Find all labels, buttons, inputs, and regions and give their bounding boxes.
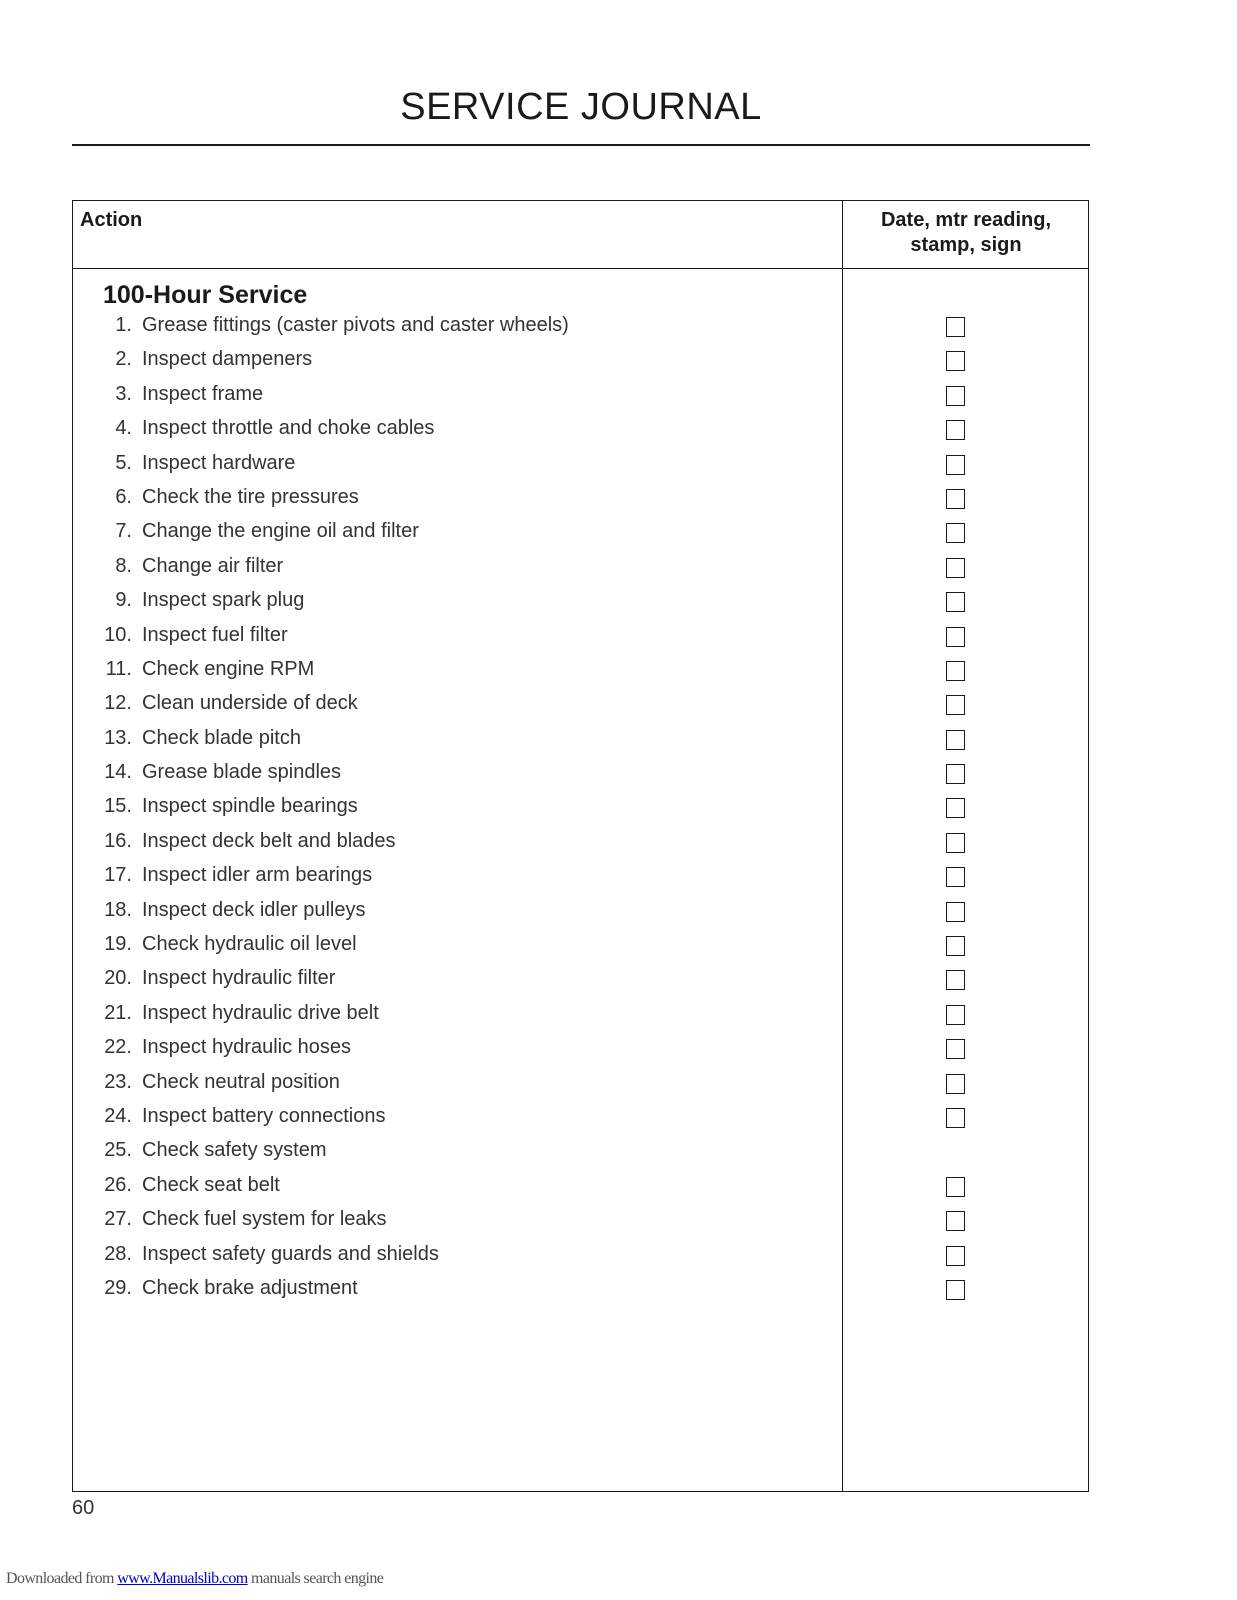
task-checkbox[interactable]: [946, 455, 965, 475]
task-row: [73, 551, 1088, 585]
task-text: Inspect hardware: [142, 451, 296, 474]
task-number: 1.: [115, 314, 132, 336]
task-text: Inspect deck idler pulleys: [142, 898, 366, 921]
task-checkbox[interactable]: [946, 833, 965, 853]
task-checkbox[interactable]: [946, 936, 965, 956]
task-number: 7.: [115, 520, 132, 543]
task-checkbox[interactable]: [946, 420, 965, 440]
task-row: [73, 688, 1088, 722]
task-text: Inspect fuel filter: [142, 623, 288, 646]
task-number: 13.: [104, 726, 132, 749]
task-text: Check engine RPM: [142, 657, 315, 680]
task-checkbox[interactable]: [946, 592, 965, 612]
task-text: Change air filter: [142, 554, 284, 577]
task-number: 2.: [115, 348, 132, 371]
task-checkbox[interactable]: [946, 386, 965, 406]
task-text: Check the tire pressures: [142, 485, 359, 508]
task-number: 22.: [104, 1036, 132, 1059]
task-number: 14.: [104, 761, 132, 784]
task-number: 10.: [104, 623, 132, 646]
task-number: 4.: [115, 417, 132, 440]
task-row: [73, 757, 1088, 791]
task-checkbox[interactable]: [946, 1039, 965, 1059]
task-checkbox[interactable]: [946, 1211, 965, 1231]
task-checkbox[interactable]: [946, 798, 965, 818]
task-row: [73, 585, 1088, 619]
task-row: [73, 344, 1088, 378]
title-rule: [72, 144, 1090, 146]
task-number: 11.: [105, 657, 132, 680]
task-checkbox[interactable]: [946, 661, 965, 681]
task-number: 16.: [104, 829, 132, 852]
footer-link[interactable]: www.Manualslib.com: [117, 1570, 248, 1587]
task-text: Check safety system: [142, 1139, 327, 1162]
header-divider: [73, 268, 1088, 269]
header-date-stamp-sign: [843, 208, 1089, 258]
task-row: [73, 723, 1088, 757]
task-number: 20.: [104, 967, 132, 990]
task-text: Change the engine oil and filter: [142, 520, 419, 543]
task-text: Inspect throttle and choke cables: [142, 417, 435, 440]
task-row: [73, 963, 1088, 997]
task-text: Inspect idler arm bearings: [142, 864, 373, 887]
task-text: Check fuel system for leaks: [142, 1208, 387, 1231]
header-date-line2: stamp, sign: [910, 234, 1022, 256]
task-checkbox[interactable]: [946, 970, 965, 990]
task-row: [73, 895, 1088, 929]
task-row: [73, 620, 1088, 654]
page-title: SERVICE JOURNAL: [400, 86, 762, 128]
task-list: [73, 310, 1088, 1307]
task-text: Inspect dampeners: [142, 348, 313, 371]
task-checkbox[interactable]: [946, 489, 965, 509]
task-text: Inspect hydraulic hoses: [142, 1036, 352, 1059]
task-number: 23.: [104, 1070, 132, 1093]
task-row: [73, 791, 1088, 825]
footer-suffix: manuals search engine: [247, 1570, 384, 1587]
task-checkbox[interactable]: [946, 558, 965, 578]
task-text: Grease blade spindles: [142, 761, 342, 784]
task-number: 6.: [115, 485, 132, 508]
task-checkbox[interactable]: [946, 1280, 965, 1300]
task-number: 9.: [115, 589, 132, 612]
task-row: [73, 929, 1088, 963]
header-action: Action: [80, 209, 143, 231]
task-number: 24.: [104, 1104, 132, 1127]
task-row: [73, 448, 1088, 482]
section-title: 100-Hour Service: [103, 281, 308, 309]
task-checkbox[interactable]: [946, 902, 965, 922]
task-row: [73, 654, 1088, 688]
header-date-line1: Date, mtr reading,: [880, 209, 1052, 231]
task-number: 18.: [104, 898, 132, 921]
task-row: [73, 1170, 1088, 1204]
task-checkbox[interactable]: [946, 627, 965, 647]
task-text: Inspect spindle bearings: [142, 795, 358, 818]
task-row: [73, 1135, 1088, 1169]
task-checkbox[interactable]: [946, 351, 965, 371]
task-text: Inspect hydraulic filter: [142, 967, 336, 990]
task-text: Check brake adjustment: [142, 1276, 358, 1299]
task-row: [73, 826, 1088, 860]
task-row: [73, 379, 1088, 413]
task-checkbox[interactable]: [946, 730, 965, 750]
task-number: 15.: [104, 795, 132, 818]
task-number: 5.: [115, 451, 132, 474]
service-journal-table: [72, 200, 1089, 1492]
task-number: 17.: [104, 864, 132, 887]
task-number: 12.: [104, 692, 132, 715]
task-row: [73, 1101, 1088, 1135]
task-text: Inspect safety guards and shields: [142, 1242, 439, 1265]
task-text: Inspect spark plug: [142, 589, 305, 612]
task-checkbox[interactable]: [946, 1177, 965, 1197]
page-number: 60: [72, 1497, 95, 1519]
task-number: 21.: [104, 1001, 132, 1024]
task-checkbox[interactable]: [946, 523, 965, 543]
task-text: Inspect frame: [142, 382, 264, 405]
task-checkbox[interactable]: [946, 1108, 965, 1128]
task-checkbox[interactable]: [946, 1005, 965, 1025]
task-row: [73, 482, 1088, 516]
task-text: Check neutral position: [142, 1070, 340, 1093]
task-text: Clean underside of deck: [142, 692, 358, 715]
task-number: 29.: [104, 1276, 132, 1299]
task-row: [73, 1032, 1088, 1066]
task-checkbox[interactable]: [946, 867, 965, 887]
task-checkbox[interactable]: [946, 764, 965, 784]
task-number: 28.: [104, 1242, 132, 1265]
task-text: Check seat belt: [142, 1173, 280, 1196]
task-number: 25.: [104, 1139, 132, 1162]
task-row: [73, 860, 1088, 894]
task-checkbox[interactable]: [946, 1246, 965, 1266]
task-row: [73, 1067, 1088, 1101]
task-text: Inspect deck belt and blades: [142, 829, 396, 852]
task-row: [73, 413, 1088, 447]
task-row: [73, 1273, 1088, 1307]
task-text: Inspect battery connections: [142, 1104, 386, 1127]
task-text: Check hydraulic oil level: [142, 933, 357, 956]
task-row: [73, 516, 1088, 550]
task-checkbox[interactable]: [946, 317, 965, 337]
task-number: 8.: [115, 554, 132, 577]
task-row: [73, 1239, 1088, 1273]
task-number: 27.: [104, 1208, 132, 1231]
task-number: 3.: [115, 382, 132, 405]
footer-prefix: Downloaded from: [6, 1570, 118, 1587]
task-checkbox[interactable]: [946, 1074, 965, 1094]
task-checkbox[interactable]: [946, 695, 965, 715]
task-row: [73, 310, 1088, 344]
task-row: [73, 998, 1088, 1032]
task-number: 26.: [104, 1173, 132, 1196]
task-row: [73, 1204, 1088, 1238]
task-number: 19.: [104, 933, 132, 956]
task-text: Inspect hydraulic drive belt: [142, 1001, 379, 1024]
task-text: Grease fittings (caster pivots and caster wheels): [142, 314, 569, 336]
task-text: Check blade pitch: [142, 726, 301, 749]
footer: [6, 1570, 383, 1588]
